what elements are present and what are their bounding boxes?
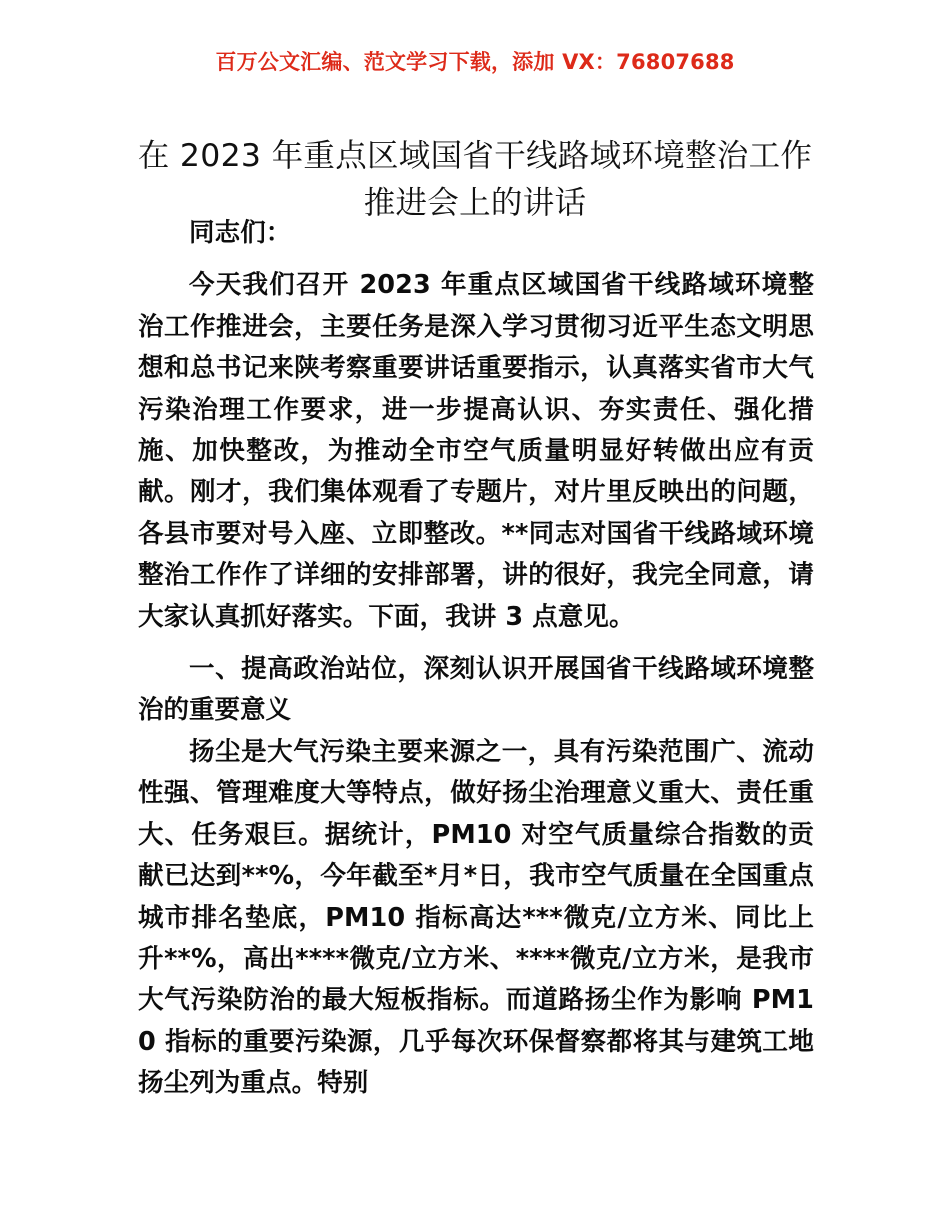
promo-header-text: 百万公文汇编、范文学习下载，添加 VX：76807688 — [215, 50, 735, 74]
section-heading-1: 一、提高政治站位，深刻认识开展国省干线路域环境整治的重要意义 — [138, 654, 814, 726]
document-title: 在 2023 年重点区域国省干线路域环境整治工作推进会上的讲话 — [137, 138, 813, 222]
salutation-paragraph: 同志们： — [189, 218, 292, 248]
document-body — [138, 213, 814, 1105]
body-paragraph: 扬尘是大气污染主要来源之一，具有污染范围广、流动性强、管理难度大等特点，做好扬尘治理意义重大、责任重大、任务艰巨。据统计，PM10 对空气质量综合指数的贡献已达到**%，今年截至*月*日，我市空气质量在全国重点城市排名垫底，PM10 指标高达***微克/立方米、同比上升**%，高出****微克/立方米、****微克/立方米，是我市大气污染防治的最大短板指标。而道路扬尘作为影响 PM10 指标的重要污染源，几乎每次环保督察都将其与建筑工地扬尘列为重点。特别 — [138, 736, 814, 1099]
body-paragraph: 今天我们召开 2023 年重点区域国省干线路域环境整治工作推进会，主要任务是深入学习贯彻习近平生态文明思想和总书记来陕考察重要讲话重要指示，认真落实省市大气污染治理工作要求，进一步提高认识、夯实责任、强化措施、加快整改，为推动全市空气质量明显好转做出应有贡献。刚才，我们集体观看了专题片，对片里反映出的问题，各县市要对号入座、立即整改。**同志对国省干线路域环境整治工作作了详细的安排部署，讲的很好，我完全同意，请大家认真抓好落实。下面，我讲 3 点意见。 — [138, 270, 814, 632]
